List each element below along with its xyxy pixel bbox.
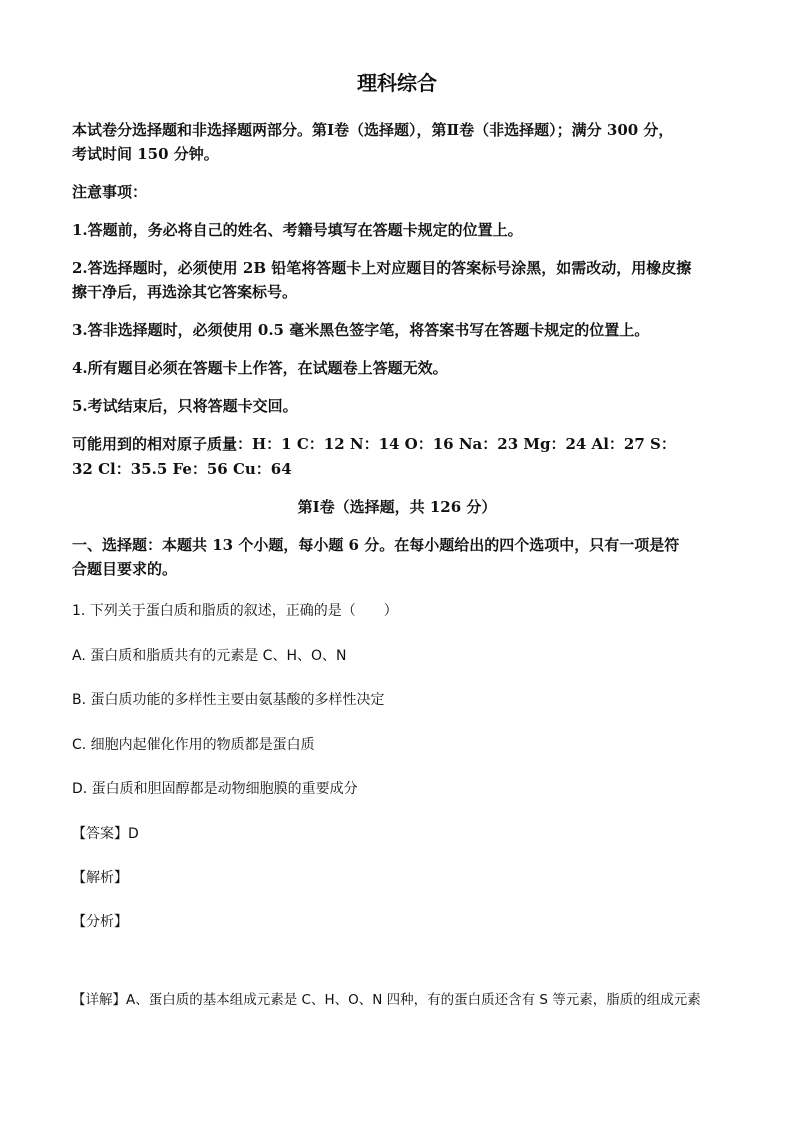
notice-heading: 注意事项： (72, 183, 148, 201)
option-a: A. 蛋白质和脂质共有的元素是 C、H、O、N (72, 648, 347, 664)
detail-line: 【详解】A、蛋白质的基本组成元素是 C、H、O、N 四种，有的蛋白质还含有 S 等元素，脂质的组成元素 (72, 992, 701, 1008)
notice-item-5: 5.考试结束后，只将答题卡交回。 (72, 397, 298, 415)
part-intro-line-1: 一、选择题：本题共 13 个小题，每小题 6 分。在每小题给出的四个选项中，只有一项是符 (72, 536, 680, 554)
notice-item-2-cont: 擦干净后，再选涂其它答案标号。 (72, 283, 298, 301)
section-heading: 第Ⅰ卷（选择题，共 126 分） (297, 498, 497, 516)
option-d: D. 蛋白质和胆固醇都是动物细胞膜的重要成分 (72, 781, 358, 797)
analysis-sub-label: 【分析】 (72, 914, 128, 930)
notice-item-1: 1.答题前，务必将自己的姓名、考籍号填写在答题卡规定的位置上。 (72, 221, 523, 239)
option-b: B. 蛋白质功能的多样性主要由氨基酸的多样性决定 (72, 692, 385, 708)
option-c: C. 细胞内起催化作用的物质都是蛋白质 (72, 737, 315, 753)
question-stem: 1. 下列关于蛋白质和脂质的叙述，正确的是（ ） (72, 603, 398, 619)
analysis-label: 【解析】 (72, 870, 128, 886)
atomic-mass-line-2: 32 Cl：35.5 Fe：56 Cu：64 (72, 460, 292, 478)
notice-item-4: 4.所有题目必须在答题卡上作答，在试题卷上答题无效。 (72, 359, 448, 377)
notice-item-2: 2.答选择题时，必须使用 2B 铅笔将答题卡上对应题目的答案标号涂黑，如需改动，用橡皮擦 (72, 259, 692, 277)
intro-line-2: 考试时间 150 分钟。 (72, 145, 219, 163)
answer-label: 【答案】D (72, 826, 139, 842)
intro-line-1: 本试卷分选择题和非选择题两部分。第Ⅰ卷（选择题），第Ⅱ卷（非选择题）；满分 300 分， (72, 121, 674, 139)
atomic-mass-line-1: 可能用到的相对原子质量：H：1 C：12 N：14 O：16 Na：23 Mg：24 Al：27 S： (72, 435, 676, 453)
notice-item-3: 3.答非选择题时，必须使用 0.5 毫米黑色签字笔，将答案书写在答题卡规定的位置上。 (72, 321, 650, 339)
part-intro-line-2: 合题目要求的。 (72, 560, 178, 578)
page-title: 理科综合 (357, 71, 437, 95)
